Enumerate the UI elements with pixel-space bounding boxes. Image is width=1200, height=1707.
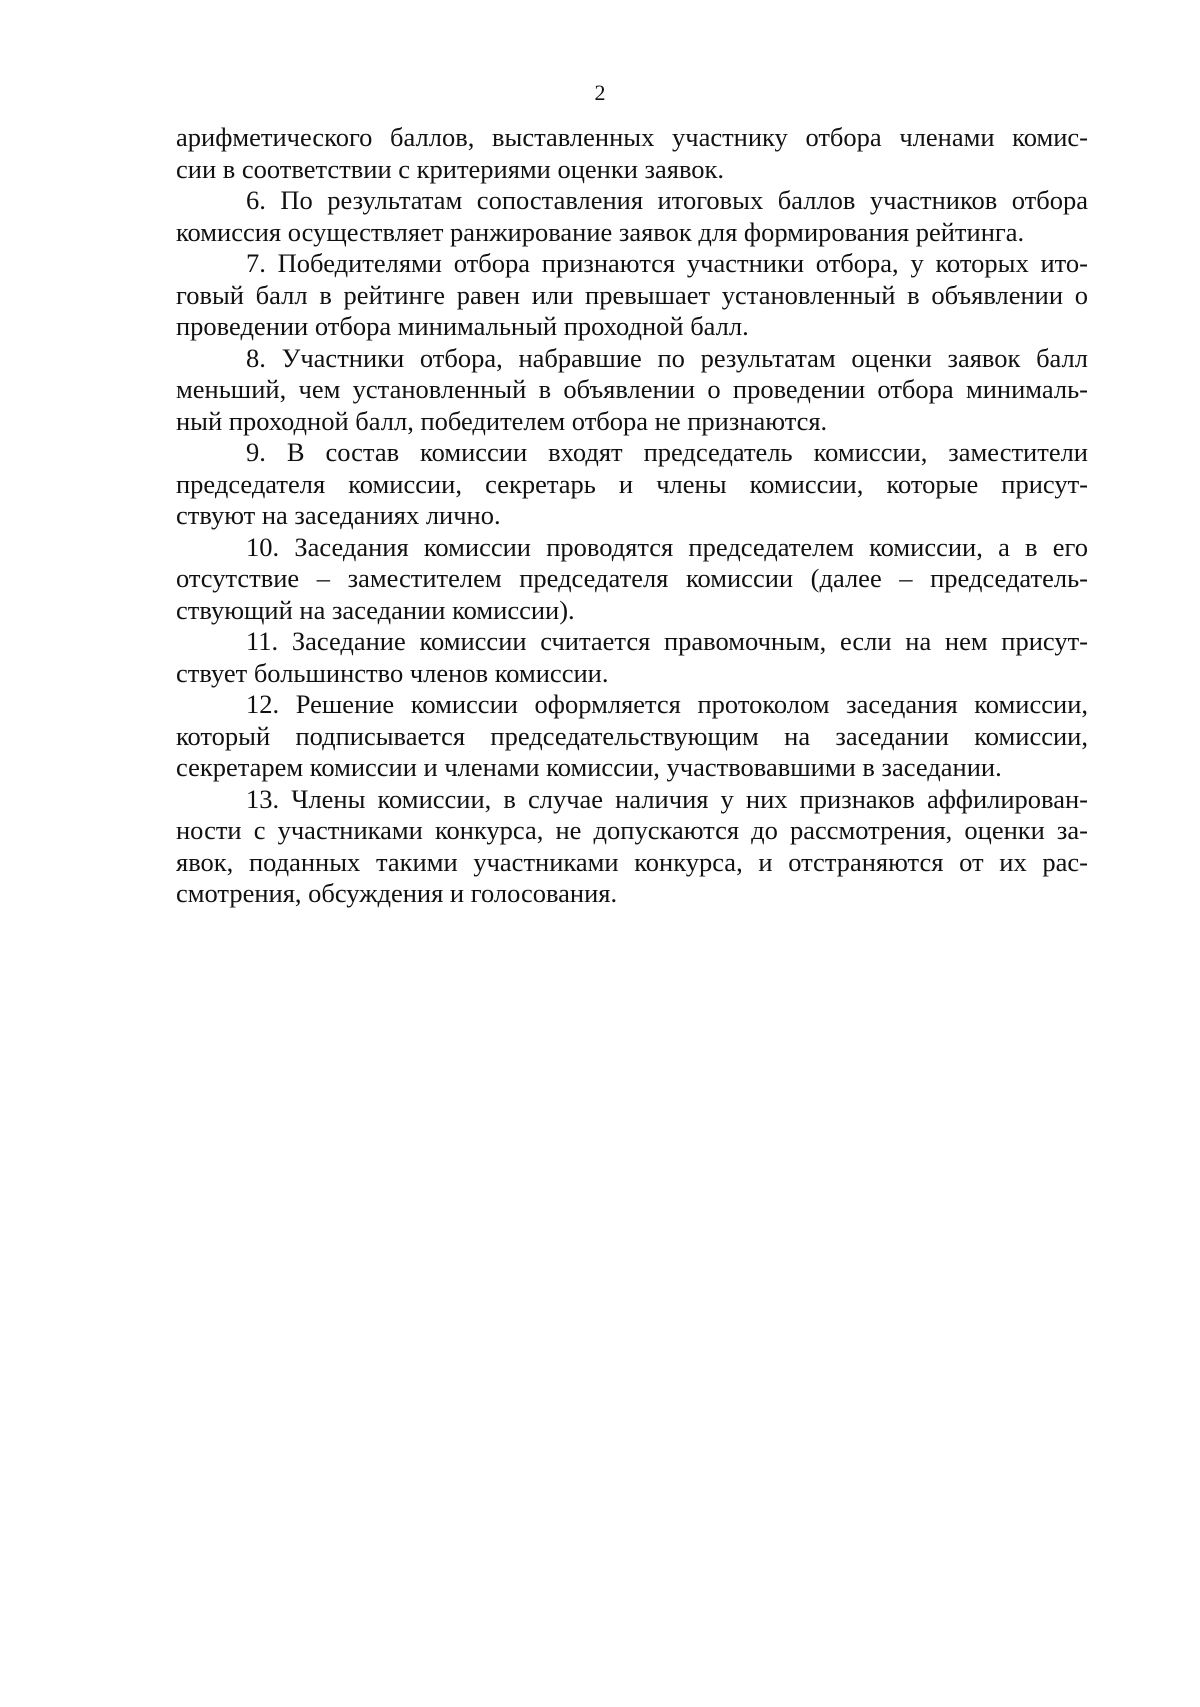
text-line: ности с участниками конкурса, не допускаются до рассмотрения, оценки за- — [176, 815, 1088, 845]
text-line: ствующий на заседании комиссии). — [176, 594, 575, 625]
paragraph-p8 — [176, 343, 1088, 438]
text-line: председателя комиссии, секретарь и члены комиссии, которые присут- — [176, 468, 1088, 499]
text-line: арифметического баллов, выставленных участнику отбора членами комис- — [176, 122, 1088, 152]
paragraph-p-continuation — [176, 122, 1088, 185]
text-line: смотрения, обсуждения и голосования. — [176, 878, 618, 908]
text-line: отсутствие – заместителем председателя комиссии (далее – председатель- — [176, 563, 1088, 593]
text-line: 12. Решение комиссии оформляется протоколом заседания комиссии, — [246, 689, 1088, 719]
document-body — [176, 122, 1088, 910]
text-line: комиссия осуществляет ранжирование заявок для формирования рейтинга. — [176, 216, 1025, 247]
text-line: ствует большинство членов комиссии. — [176, 657, 609, 688]
paragraph-p7 — [176, 248, 1088, 343]
text-line: 11. Заседание комиссии считается правомочным, если на нем присут- — [246, 626, 1088, 656]
text-line: ный проходной балл, победителем отбора не признаются. — [176, 405, 828, 436]
paragraph-p6 — [176, 185, 1088, 248]
text-line: 13. Члены комиссии, в случае наличия у них признаков аффилирован- — [246, 783, 1088, 814]
text-line: говый балл в рейтинге равен или превышает установленный в объявлении о — [176, 279, 1088, 310]
text-line: 10. Заседания комиссии проводятся председателем комиссии, а в его — [246, 531, 1088, 562]
text-line: 7. Победителями отбора признаются участники отбора, у которых ито- — [246, 248, 1088, 278]
paragraph-p10 — [176, 532, 1088, 627]
text-line: который подписывается председательствующим на заседании комиссии, — [176, 720, 1088, 751]
text-line: 8. Участники отбора, набравшие по результатам оценки заявок балл — [246, 342, 1088, 373]
text-line: меньший, чем установленный в объявлении о проведении отбора минималь- — [176, 374, 1088, 404]
paragraph-p9 — [176, 437, 1088, 532]
page-number: 2 — [594, 80, 606, 105]
text-line: секретарем комиссии и членами комиссии, участвовавшими в заседании. — [176, 752, 1002, 782]
paragraph-p11 — [176, 626, 1088, 689]
paragraph-p12 — [176, 689, 1088, 784]
text-line: явок, поданных такими участниками конкурса, и отстраняются от их рас- — [176, 846, 1088, 877]
text-line: 6. По результатам сопоставления итоговых баллов участников отбора — [246, 185, 1088, 215]
text-line: сии в соответствии с критериями оценки заявок. — [176, 153, 725, 184]
text-line: ствуют на заседаниях лично. — [176, 500, 501, 530]
text-line: 9. В состав комиссии входят председатель комиссии, заместители — [246, 437, 1088, 467]
paragraph-p13 — [176, 784, 1088, 910]
text-line: проведении отбора минимальный проходной балл. — [176, 311, 749, 341]
